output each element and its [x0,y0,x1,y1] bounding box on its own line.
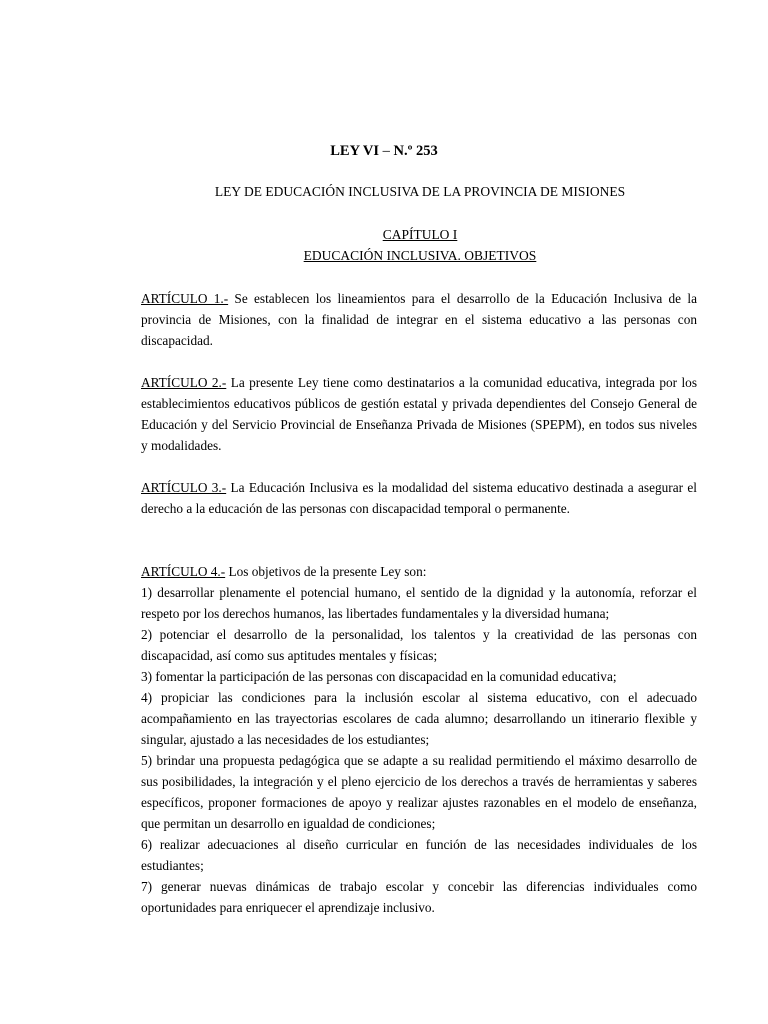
law-name-heading: LEY DE EDUCACIÓN INCLUSIVA DE LA PROVINCIA DE MISIONES [214,184,626,199]
article-2 [141,372,697,456]
objective-item-7: 7) generar nuevas dinámicas de trabajo escolar y concebir las diferencias individuales como oportunidades para enriquecer el aprendizaje inclusivo. [141,879,697,915]
objective-item-4: 4) propiciar las condiciones para la inclusión escolar al sistema educativo, con el adecuado acompañamiento en las trayectorias escolares de cada alumno; desarrollando un itinerario flexible y singular, ajustado a las necesidades de los estudiantes; [141,690,697,747]
article-label: ARTÍCULO 3.- [141,480,227,495]
law-dash: – [379,143,394,159]
article-paragraph [141,477,697,519]
objective-item-3: 3) fomentar la participación de las personas con discapacidad en la comunidad educativa; [141,669,617,684]
chapter-title-heading [0,246,768,266]
objective-item-1: 1) desarrollar plenamente el potencial humano, el sentido de la dignidad y la autonomía, reforzar el respeto por los derechos humanos, las libertades fundamentales y la diversidad humana; [141,585,697,621]
article-paragraph [141,288,697,351]
chapter-label: CAPÍTULO I [382,227,458,242]
article-text: Se establecen los lineamientos para el desarrollo de la Educación Inclusiva de la provincia de Misiones, con la finalidad de integrar en el sistema educativo a las personas con discapacidad. [141,291,697,348]
objective-item-6: 6) realizar adecuaciones al diseño curricular en función de las necesidades individuales de los estudiantes; [141,837,697,873]
article-3 [141,477,697,519]
law-number-heading [0,141,768,161]
article-paragraph [141,561,697,582]
article-label: ARTÍCULO 4.- [141,564,226,579]
chapter-heading [0,225,768,245]
article-label: ARTÍCULO 1.- [141,291,229,306]
article-4 [141,561,697,918]
objective-item-5: 5) brindar una propuesta pedagógica que se adapte a su realidad permitiendo el máximo desarrollo de sus posibilidades, la integración y el pleno ejercicio de los derechos a través de herramientas y saberes específicos, proponer formaciones de apoyo y realizar ajustes razonables en el modelo de enseñanza, que permitan un desarrollo en igualdad de condiciones; [141,753,697,831]
objective-item-2: 2) potenciar el desarrollo de la personalidad, los talentos y la creatividad de las personas con discapacidad, así como sus aptitudes mentales y físicas; [141,627,697,663]
law-number: N.º 253 [393,143,438,159]
article-paragraph [141,372,697,456]
article-text: La presente Ley tiene como destinatarios a la comunidad educativa, integrada por los establecimientos educativos públicos de gestión estatal y privada dependientes del Consejo General de Educación y del Servicio Provincial de Enseñanza Privada de Misiones (SPEPM), en todos sus niveles y modalidades. [141,375,697,453]
article-text: Los objetivos de la presente Ley son: [225,564,427,579]
article-label: ARTÍCULO 2.- [141,375,227,390]
law-prefix: LEY VI [330,143,379,159]
article-1 [141,288,697,351]
article-text: La Educación Inclusiva es la modalidad del sistema educativo destinada a asegurar el derecho a la educación de las personas con discapacidad temporal o permanente. [141,480,697,516]
chapter-title: EDUCACIÓN INCLUSIVA. OBJETIVOS [303,248,537,263]
